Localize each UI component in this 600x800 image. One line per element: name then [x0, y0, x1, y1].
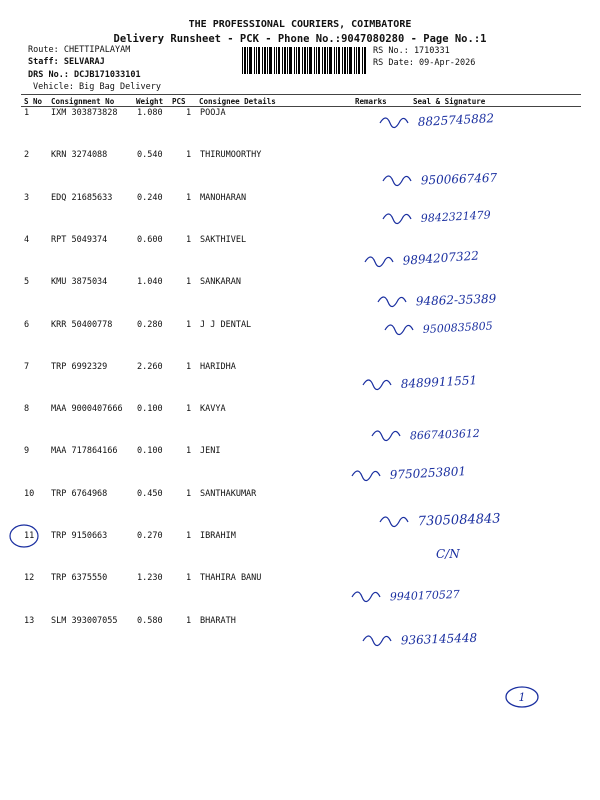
- col-consignee: Consignee Details: [199, 97, 276, 106]
- row-consignee: HARIDHA: [200, 361, 236, 372]
- row-sno: 12: [24, 573, 35, 584]
- row-weight: 0.100: [137, 404, 163, 415]
- row-sno: 4: [24, 234, 30, 245]
- row-consignment: IXM 303873828: [51, 108, 118, 118]
- col-remarks: Remarks: [355, 97, 387, 106]
- row-consignment: KRN 3274088: [51, 150, 108, 161]
- row-sno: 8: [24, 404, 30, 415]
- row-consignment: SLM 393007055: [51, 615, 118, 626]
- row-sno: 6: [24, 319, 30, 330]
- row-consignee: SANKARAN: [200, 277, 241, 288]
- row-consignment: TRP 6992329: [51, 361, 108, 372]
- company-name: THE PROFESSIONAL COURIERS, COIMBATORE: [188, 19, 412, 30]
- handwritten-phone: 94862-35389: [415, 291, 497, 309]
- row-pcs: 1: [186, 446, 192, 457]
- row-weight: 0.600: [137, 234, 163, 245]
- row-consignment: KRR 50400778: [51, 319, 113, 330]
- row-consignment: TRP 9150663: [51, 531, 108, 541]
- handwritten-phone: 9363145448: [400, 630, 478, 648]
- row-weight: 0.580: [137, 615, 163, 626]
- handwritten-phone: 7305084843: [417, 511, 501, 530]
- row-sno: 9: [24, 446, 30, 457]
- row-consignment: KMU 3875034: [51, 277, 108, 288]
- handwritten-phone: C/N: [436, 547, 460, 561]
- row-weight: 1.040: [137, 277, 163, 288]
- row-sno: 13: [24, 615, 35, 626]
- staff-label: Staff: SELVARAJ: [28, 57, 105, 67]
- row-consignee: THIRUMOORTHY: [200, 150, 262, 161]
- row-consignment: RPT 5049374: [51, 234, 108, 245]
- row-consignee: JENI: [200, 446, 221, 457]
- handwritten-phone: 8489911551: [400, 373, 478, 392]
- row-weight: 1.080: [137, 108, 163, 118]
- runsheet-title: Delivery Runsheet - PCK - Phone No.:9047080280 - Page No.:1: [113, 33, 487, 45]
- col-consignment: Consignment No: [51, 97, 115, 106]
- row-pcs: 1: [186, 404, 192, 415]
- row-pcs: 1: [186, 319, 192, 330]
- row-consignment: TRP 6375550: [51, 573, 108, 584]
- vehicle-label: Vehicle: Big Bag Delivery: [33, 82, 161, 92]
- row-sno: 10: [24, 488, 35, 499]
- handwritten-phone: 9500667467: [420, 170, 498, 188]
- row-weight: 2.260: [137, 361, 163, 372]
- handwritten-phone: 8825745882: [417, 111, 495, 130]
- col-signature: Seal & Signature: [413, 97, 486, 106]
- row-consignment: MAA 9000407666: [51, 404, 123, 415]
- row-consignment: TRP 6764968: [51, 488, 108, 499]
- row-sno: 1: [24, 108, 30, 118]
- handwritten-phone: 9894207322: [402, 248, 480, 268]
- row-consignee: KAVYA: [200, 404, 226, 415]
- row-consignee: SANTHAKUMAR: [200, 488, 257, 499]
- row-pcs: 1: [186, 192, 192, 203]
- row-pcs: 1: [186, 234, 192, 245]
- drs-number: DRS No.: DCJB171033101: [28, 70, 141, 80]
- row-consignee: MANOHARAN: [200, 192, 247, 203]
- route-label: Route: CHETTIPALAYAM: [28, 45, 131, 55]
- row-sno: 3: [24, 192, 30, 203]
- handwritten-phone: 8667403612: [409, 426, 481, 443]
- row-weight: 0.100: [137, 446, 163, 457]
- row-pcs: 1: [186, 531, 192, 541]
- row-pcs: 1: [186, 277, 192, 288]
- row-consignee: THAHIRA BANU: [200, 573, 262, 584]
- row-consignee: IBRAHIM: [200, 531, 236, 541]
- row-consignee: SAKTHIVEL: [200, 234, 247, 245]
- row-pcs: 1: [186, 488, 192, 499]
- row-sno: 5: [24, 277, 30, 288]
- row-weight: 0.280: [137, 319, 163, 330]
- row-weight: 0.540: [137, 150, 163, 161]
- row-consignee: POOJA: [200, 108, 226, 118]
- row-consignment: EDQ 21685633: [51, 192, 113, 203]
- row-sno: 7: [24, 361, 30, 372]
- row-weight: 1.230: [137, 573, 163, 584]
- row-consignment: MAA 717864166: [51, 446, 118, 457]
- page-mark-text: 1: [518, 691, 526, 704]
- rs-number: RS No.: 1710331: [373, 46, 450, 56]
- row-pcs: 1: [186, 573, 192, 584]
- row-consignee: J J DENTAL: [200, 319, 252, 330]
- row-weight: 0.240: [137, 192, 163, 203]
- rs-date: RS Date: 09-Apr-2026: [373, 58, 476, 68]
- col-pcs: PCS: [172, 97, 186, 106]
- row-sno: 11: [24, 531, 35, 541]
- row-sno: 2: [24, 150, 30, 161]
- row-pcs: 1: [186, 150, 192, 161]
- col-sno: S No: [24, 97, 43, 106]
- col-weight: Weight: [136, 97, 164, 106]
- row-weight: 0.450: [137, 488, 163, 499]
- row-pcs: 1: [186, 361, 192, 372]
- row-weight: 0.270: [137, 531, 163, 541]
- handwritten-phone: 9750253801: [389, 464, 467, 483]
- handwritten-phone: 9842321479: [420, 208, 492, 226]
- row-pcs: 1: [186, 108, 192, 118]
- handwritten-phone: 9940170527: [389, 587, 461, 604]
- row-pcs: 1: [186, 615, 192, 626]
- row-consignee: BHARATH: [200, 615, 236, 626]
- handwritten-phone: 9500835805: [422, 319, 494, 337]
